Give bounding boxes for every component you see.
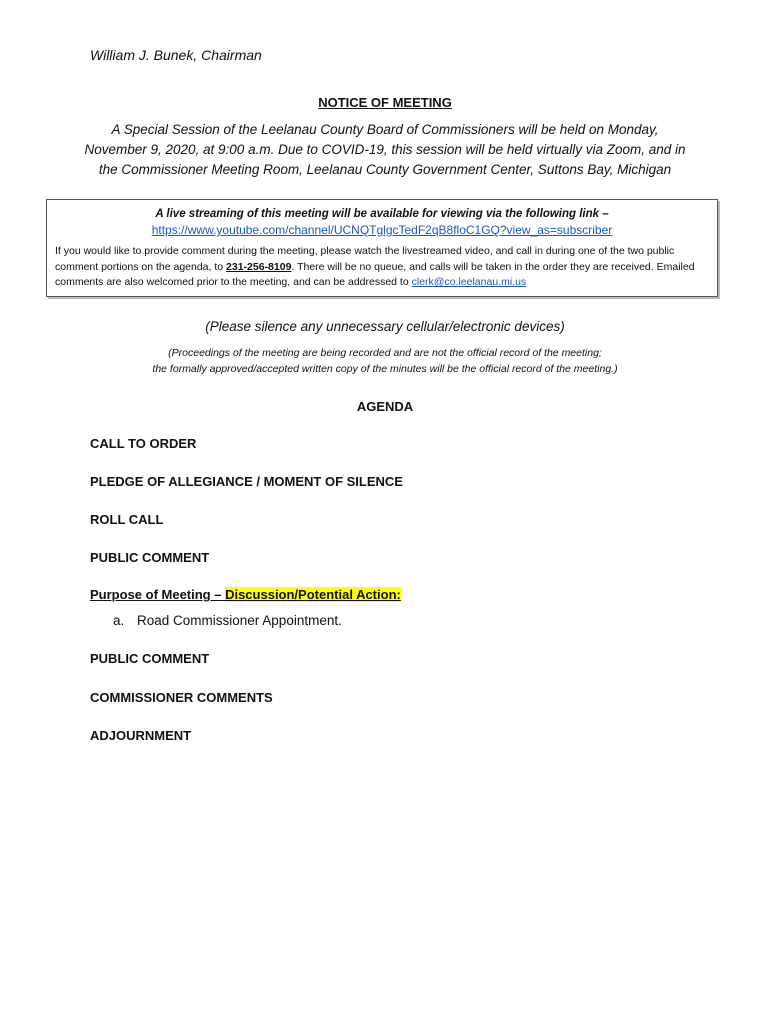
agenda-item-call-to-order: CALL TO ORDER (90, 436, 197, 451)
agenda-item-adjournment: ADJOURNMENT (90, 728, 192, 743)
agenda-item-purpose (90, 587, 401, 602)
youtube-link[interactable]: https://www.youtube.com/channel/UCNQTglgcTedF2qB8floC1GQ?view_as=subscriber (151, 223, 613, 237)
proceedings-line: the formally approved/accepted written copy of the minutes will be the official record of the meeting.) (152, 362, 618, 375)
agenda-item-commissioner-comments: COMMISSIONER COMMENTS (90, 690, 273, 705)
agenda-item-roll-call: ROLL CALL (90, 512, 164, 527)
silence-note: (Please silence any unnecessary cellular/electronic devices) (205, 319, 565, 334)
subitem-text: Road Commissioner Appointment. (137, 613, 342, 628)
agenda-item-public-comment-2: PUBLIC COMMENT (90, 651, 210, 666)
instructions-text: If you would like to provide comment during the meeting, please watch the livestreamed video, and call in during one of the two public comment portions on the agenda, to (55, 245, 675, 273)
livestream-box (46, 199, 718, 297)
intro-line: A Special Session of the Leelanau County Board of Commissioners will be held on Monday, (111, 122, 659, 137)
intro-line: the Commissioner Meeting Room, Leelanau County Government Center, Suttons Bay, Michigan (98, 162, 672, 177)
proceedings-line: (Proceedings of the meeting are being recorded and are not the official record of the meeting; (168, 347, 602, 359)
meeting-intro (60, 120, 710, 180)
phone-number-link[interactable]: 231-256-8109 (226, 260, 292, 273)
chairman-name: William J. Bunek, Chairman (90, 47, 262, 63)
instructions-text: . There will be no queue, and calls will be taken in the order they are received. Emailed comments are also welcomed prior to the meeting, and can be addressed to (55, 260, 695, 288)
intro-line: November 9, 2020, at 9:00 a.m. Due to COVID-19, this session will be held virtually via Zoom, and in (84, 142, 686, 157)
livestream-instructions (55, 244, 711, 291)
agenda-title: AGENDA (356, 399, 414, 414)
list-marker: a. (113, 613, 125, 628)
livestream-heading: A live streaming of this meeting will be available for viewing via the following link – (155, 208, 609, 220)
purpose-label: Purpose of Meeting – (90, 587, 226, 602)
email-link[interactable]: clerk@co.leelanau.mi.us (411, 276, 527, 288)
agenda-item-public-comment: PUBLIC COMMENT (90, 550, 210, 565)
notice-title: NOTICE OF MEETING (318, 95, 452, 110)
agenda-subitem (113, 613, 342, 628)
purpose-highlight: Discussion/Potential Action: (225, 587, 401, 602)
agenda-item-pledge: PLEDGE OF ALLEGIANCE / MOMENT OF SILENCE (90, 474, 403, 489)
proceedings-note (80, 346, 690, 377)
